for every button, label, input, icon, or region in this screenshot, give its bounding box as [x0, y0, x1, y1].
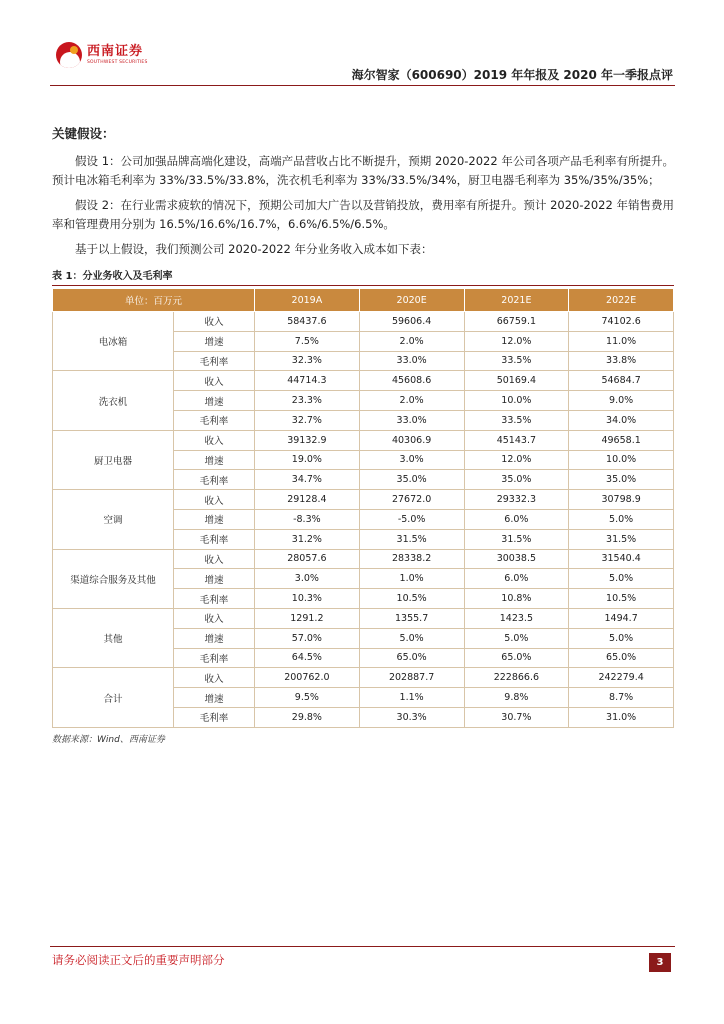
table-row	[53, 668, 674, 688]
value-cell: 5.0%	[359, 628, 464, 648]
value-cell: 58437.6	[255, 312, 360, 332]
value-cell: 5.0%	[569, 628, 674, 648]
metric-cell: 收入	[174, 312, 255, 332]
page-number: 3	[649, 953, 671, 972]
value-cell: 33.8%	[569, 351, 674, 371]
value-cell: 10.0%	[569, 450, 674, 470]
value-cell: 28338.2	[359, 549, 464, 569]
value-cell: 39132.9	[255, 430, 360, 450]
value-cell: 35.0%	[569, 470, 674, 490]
report-title: 海尔智家（600690）2019 年年报及 2020 年一季报点评	[351, 68, 673, 82]
value-cell: 200762.0	[255, 668, 360, 688]
table-header-unit: 单位：百万元	[53, 289, 255, 312]
category-cell: 洗衣机	[53, 371, 174, 430]
metric-cell: 收入	[174, 608, 255, 628]
metric-cell: 收入	[174, 371, 255, 391]
value-cell: 28057.6	[255, 549, 360, 569]
value-cell: 29332.3	[464, 490, 569, 510]
value-cell: 57.0%	[255, 628, 360, 648]
value-cell: 10.8%	[464, 589, 569, 609]
value-cell: 12.0%	[464, 450, 569, 470]
value-cell: 65.0%	[569, 648, 674, 668]
value-cell: 12.0%	[464, 331, 569, 351]
metric-cell: 毛利率	[174, 707, 255, 727]
value-cell: 1355.7	[359, 608, 464, 628]
value-cell: 3.0%	[359, 450, 464, 470]
table-row	[53, 490, 674, 510]
footer-disclaimer: 请务必阅读正文后的重要声明部分	[52, 953, 225, 967]
value-cell: 33.5%	[464, 351, 569, 371]
value-cell: 3.0%	[255, 569, 360, 589]
value-cell: 30798.9	[569, 490, 674, 510]
value-cell: 2.0%	[359, 331, 464, 351]
main-content	[52, 124, 674, 745]
value-cell: 74102.6	[569, 312, 674, 332]
value-cell: 9.0%	[569, 391, 674, 411]
table-row	[53, 549, 674, 569]
value-cell: 8.7%	[569, 688, 674, 708]
paragraph-assumption-2: 假设 2：在行业需求疲软的情况下，预期公司加大广告以及营销投放，费用率有所提升。预计 2020-2022 年销售费用率和管理费用分别为 16.5%/16.6%/16.7%，6.6%/6.5%/6.5%。	[52, 198, 674, 231]
header-divider	[50, 85, 675, 86]
category-cell: 渠道综合服务及其他	[53, 549, 174, 608]
value-cell: 65.0%	[464, 648, 569, 668]
value-cell: 30.3%	[359, 707, 464, 727]
table-row	[53, 371, 674, 391]
table-header-year: 2019A	[255, 289, 360, 312]
value-cell: 11.0%	[569, 331, 674, 351]
footer-divider	[50, 946, 675, 947]
value-cell: 5.0%	[569, 509, 674, 529]
table-header-year: 2020E	[359, 289, 464, 312]
value-cell: 33.0%	[359, 410, 464, 430]
paragraph-assumption-1: 假设 1：公司加强品牌高端化建设，高端产品营收占比不断提升，预期 2020-2022 年公司各项产品毛利率有所提升。预计电冰箱毛利率为 33%/33.5%/33.8%，洗衣机毛利率为 33%/33.5%/34%，厨卫电器毛利率为 35%/35%/35%；	[52, 154, 674, 187]
value-cell: 23.3%	[255, 391, 360, 411]
category-cell: 其他	[53, 608, 174, 667]
metric-cell: 增速	[174, 688, 255, 708]
value-cell: 10.5%	[359, 589, 464, 609]
table-row	[53, 430, 674, 450]
logo-name-cn: 西南证券	[87, 44, 144, 59]
table-row	[53, 312, 674, 332]
value-cell: 242279.4	[569, 668, 674, 688]
value-cell: 54684.7	[569, 371, 674, 391]
category-cell: 合计	[53, 668, 174, 727]
metric-cell: 毛利率	[174, 529, 255, 549]
value-cell: 44714.3	[255, 371, 360, 391]
metric-cell: 增速	[174, 331, 255, 351]
category-cell: 空调	[53, 490, 174, 549]
value-cell: 59606.4	[359, 312, 464, 332]
value-cell: 66759.1	[464, 312, 569, 332]
value-cell: 6.0%	[464, 509, 569, 529]
value-cell: 50169.4	[464, 371, 569, 391]
table-header-year: 2021E	[464, 289, 569, 312]
value-cell: 49658.1	[569, 430, 674, 450]
value-cell: 9.8%	[464, 688, 569, 708]
value-cell: 31.5%	[569, 529, 674, 549]
metric-cell: 增速	[174, 569, 255, 589]
page-header	[50, 38, 675, 90]
company-logo	[56, 42, 148, 68]
value-cell: 10.0%	[464, 391, 569, 411]
data-source: 数据来源：Wind、西南证券	[52, 734, 165, 745]
value-cell: 1494.7	[569, 608, 674, 628]
value-cell: -5.0%	[359, 509, 464, 529]
metric-cell: 收入	[174, 668, 255, 688]
value-cell: 202887.7	[359, 668, 464, 688]
value-cell: 6.0%	[464, 569, 569, 589]
table-caption: 表 1：分业务收入及毛利率	[52, 271, 173, 282]
value-cell: 29.8%	[255, 707, 360, 727]
metric-cell: 收入	[174, 549, 255, 569]
value-cell: 31.5%	[464, 529, 569, 549]
value-cell: 1.0%	[359, 569, 464, 589]
metric-cell: 毛利率	[174, 589, 255, 609]
metric-cell: 毛利率	[174, 648, 255, 668]
value-cell: 30038.5	[464, 549, 569, 569]
value-cell: 222866.6	[464, 668, 569, 688]
metric-cell: 增速	[174, 391, 255, 411]
value-cell: 33.5%	[464, 410, 569, 430]
value-cell: 40306.9	[359, 430, 464, 450]
table-body	[53, 312, 674, 728]
metric-cell: 收入	[174, 490, 255, 510]
value-cell: 32.3%	[255, 351, 360, 371]
table-row	[53, 608, 674, 628]
value-cell: 10.3%	[255, 589, 360, 609]
value-cell: 64.5%	[255, 648, 360, 668]
value-cell: 34.7%	[255, 470, 360, 490]
value-cell: 31.0%	[569, 707, 674, 727]
value-cell: 31540.4	[569, 549, 674, 569]
metric-cell: 增速	[174, 628, 255, 648]
category-cell: 电冰箱	[53, 312, 174, 371]
value-cell: -8.3%	[255, 509, 360, 529]
caption-divider	[52, 285, 674, 286]
value-cell: 31.2%	[255, 529, 360, 549]
value-cell: 7.5%	[255, 331, 360, 351]
metric-cell: 毛利率	[174, 351, 255, 371]
value-cell: 33.0%	[359, 351, 464, 371]
metric-cell: 增速	[174, 509, 255, 529]
value-cell: 34.0%	[569, 410, 674, 430]
value-cell: 35.0%	[464, 470, 569, 490]
value-cell: 32.7%	[255, 410, 360, 430]
table-header-row	[53, 289, 674, 312]
value-cell: 19.0%	[255, 450, 360, 470]
value-cell: 10.5%	[569, 589, 674, 609]
value-cell: 31.5%	[359, 529, 464, 549]
value-cell: 5.0%	[569, 569, 674, 589]
metric-cell: 收入	[174, 430, 255, 450]
value-cell: 65.0%	[359, 648, 464, 668]
value-cell: 2.0%	[359, 391, 464, 411]
value-cell: 1291.2	[255, 608, 360, 628]
table-header-year: 2022E	[569, 289, 674, 312]
value-cell: 30.7%	[464, 707, 569, 727]
metric-cell: 毛利率	[174, 410, 255, 430]
value-cell: 27672.0	[359, 490, 464, 510]
paragraph-summary: 基于以上假设，我们预测公司 2020-2022 年分业务收入成本如下表：	[75, 242, 433, 256]
value-cell: 45608.6	[359, 371, 464, 391]
revenue-table	[52, 288, 674, 728]
value-cell: 29128.4	[255, 490, 360, 510]
value-cell: 5.0%	[464, 628, 569, 648]
section-title: 关键假设：	[52, 126, 115, 141]
value-cell: 1.1%	[359, 688, 464, 708]
value-cell: 45143.7	[464, 430, 569, 450]
logo-mark-icon	[56, 42, 82, 68]
value-cell: 35.0%	[359, 470, 464, 490]
category-cell: 厨卫电器	[53, 430, 174, 489]
logo-name-en: SOUTHWEST SECURITIES	[87, 60, 148, 65]
metric-cell: 毛利率	[174, 470, 255, 490]
metric-cell: 增速	[174, 450, 255, 470]
value-cell: 1423.5	[464, 608, 569, 628]
value-cell: 9.5%	[255, 688, 360, 708]
